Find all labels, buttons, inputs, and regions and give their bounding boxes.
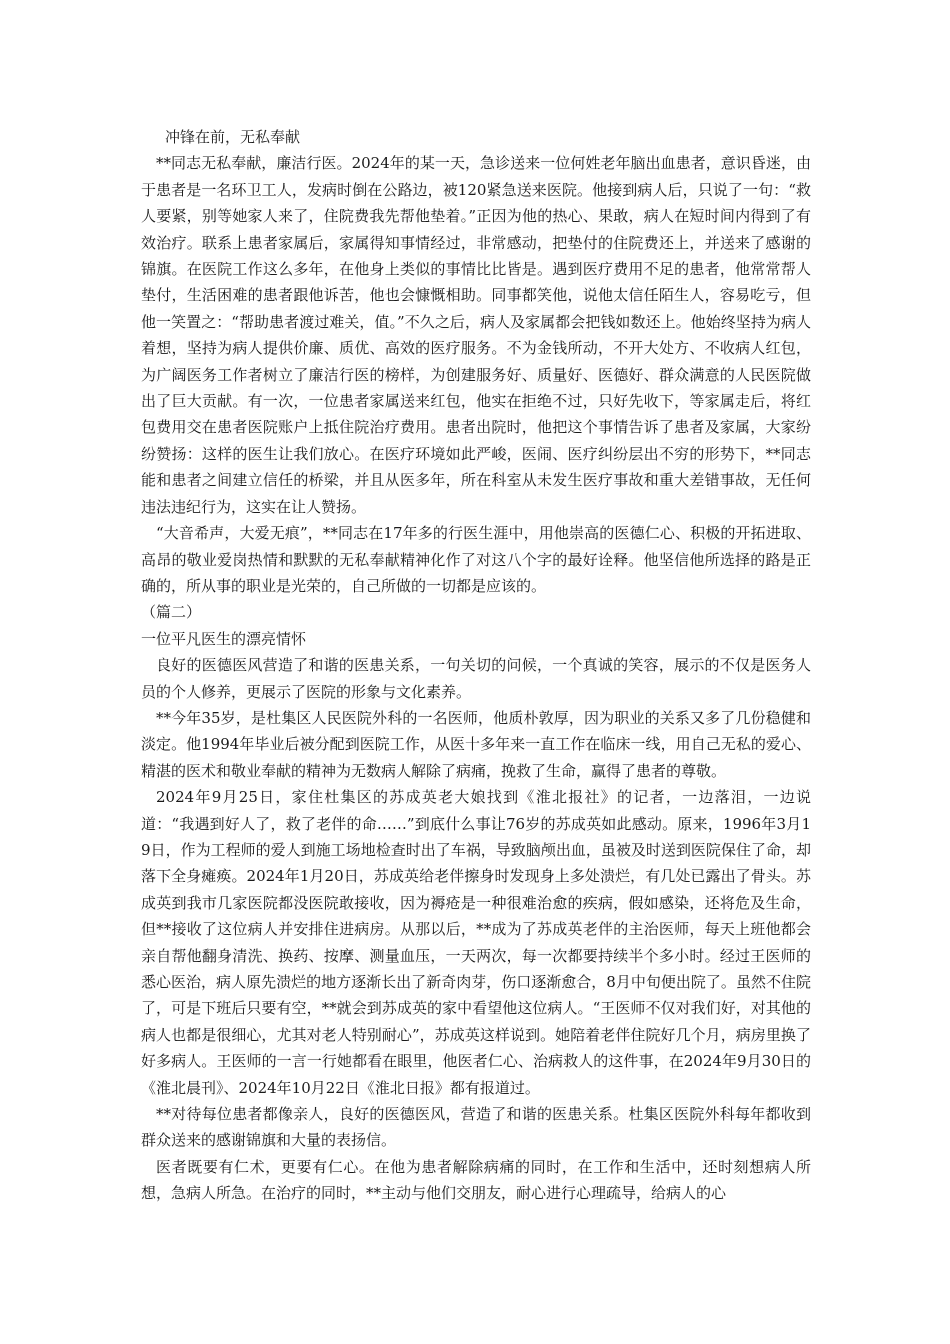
paragraph-5: 2024年9月25日，家住杜集区的苏成英老大娘找到《淮北报社》的记者，一边落泪，一边说道：“我遇到好人了，救了老伴的命……”到底什么事让76岁的苏成英如此感动。原来，1996年3月19日，作为工程师的爱人到施工场地检查时出了车祸，导致脑颅出血，虽被及时送到医院保住了命，却落下全身瘫痪。2024年1月20日，苏成英给老伴擦身时发现身上多处溃烂，有几处已露出了骨头。苏成英到我市几家医院都没医院敢接收，因为褥疮是一种很难治愈的疾病，假如感染，还将危及生命，但**接收了这位病人并安排住进病房。从那以后，**成为了苏成英老伴的主治医师，每天上班他都会亲自帮他翻身清洗、换药、按摩、测量血压，一天两次，每一次都要持续半个多小时。经过王医师的悉心医治，病人原先溃烂的地方逐渐长出了新奇肉芽，伤口逐渐愈合，8月中旬便出院了。虽然不住院了，可是下班后只要有空，**就会到苏成英的家中看望他这位病人。“王医师不仅对我们好，对其他的病人也都是很细心，尤其对老人特别耐心”，苏成英这样说到。她陪着老伴住院好几个月，病房里换了好多病人。王医师的一言一行她都看在眼里，他医者仁心、治病救人的这件事，在2024年9月30日的《淮北晨刊》、2024年10月22日《淮北日报》都有报道过。 [141,788,811,1097]
part-label: （篇二） [141,603,202,622]
paragraph-1: **同志无私奉献，廉洁行医。2024年的某一天，急诊送来一位何姓老年脑出血患者，意识昏迷，由于患者是一名环卫工人，发病时倒在公路边，被120紧急送来医院。他接到病人后，只说了一句：“救人要紧，别等她家人来了，住院费我先帮他垫着。”正因为他的热心、果敢，病人在短时间内得到了有效治疗。联系上患者家属后，家属得知事情经过，非常感动，把垫付的住院费还上，并送来了感谢的锦旗。在医院工作这么多年，在他身上类似的事情比比皆是。遇到医疗费用不足的患者，他常常帮人垫付，生活困难的患者跟他诉苦，他也会慷慨相助。同事都笑他，说他太信任陌生人，容易吃亏，但他一笑置之：“帮助患者渡过难关，值。”不久之后，病人及家属都会把钱如数还上。他始终坚持为病人着想，坚持为病人提供价廉、质优、高效的医疗服务。不为金钱所动，不开大处方、不收病人红包，为广阔医务工作者树立了廉洁行医的榜样，为创建服务好、质量好、医德好、群众满意的人民医院做出了巨大贡献。有一次，一位患者家属送来红包，他实在拒绝不过，只好先收下，等家属走后，将红包费用交在患者医院账户上抵住院治疗费用。患者出院时，他把这个事情告诉了患者及家属，大家纷纷赞扬：这样的医生让我们放心。在医疗环境如此严峻，医闹、医疗纠纷层出不穷的形势下，**同志能和患者之间建立信任的桥梁，并且从医多年，所在科室从未发生医疗事故和重大差错事故，无任何违法违纪行为，这实在让人赞扬。 [141,154,811,516]
section-title-2: 一位平凡医生的漂亮情怀 [141,629,307,648]
document-body [141,124,811,1207]
section-title-1: 冲锋在前，无私奉献 [165,128,301,146]
paragraph-3: 良好的医德医风营造了和谐的医患关系，一句关切的问候，一个真诚的笑容，展示的不仅是医务人员的个人修养，更展示了医院的形象与文化素养。 [141,656,811,701]
paragraph-7: 医者既要有仁术，更要有仁心。在他为患者解除病痛的同时，在工作和生活中，还时刻想病人所想，急病人所急。在治疗的同时，**主动与他们交朋友，耐心进行心理疏导，给病人的心 [141,1157,811,1203]
paragraph-4: **今年35岁，是杜集区人民医院外科的一名医师，他质朴敦厚，因为职业的关系又多了几份稳健和淡定。他1994年毕业后被分配到医院工作，从医十多年来一直工作在临床一线，用自己无私的爱心、精湛的医术和敬业奉献的精神为无数病人解除了病痛，挽救了生命，赢得了患者的尊敬。 [141,708,811,780]
paragraph-2: “大音希声，大爱无痕”，**同志在17年多的行医生涯中，用他崇高的医德仁心、积极的开拓进取、高昂的敬业爱岗热情和默默的无私奉献精神化作了对这八个字的最好诠释。他坚信他所选择的路是正确的，所从事的职业是光荣的，自己所做的一切都是应该的。 [141,524,811,595]
paragraph-6: **对待每位患者都像亲人，良好的医德医风，营造了和谐的医患关系。杜集区医院外科每年都收到群众送来的感谢锦旗和大量的表扬信。 [141,1105,811,1150]
